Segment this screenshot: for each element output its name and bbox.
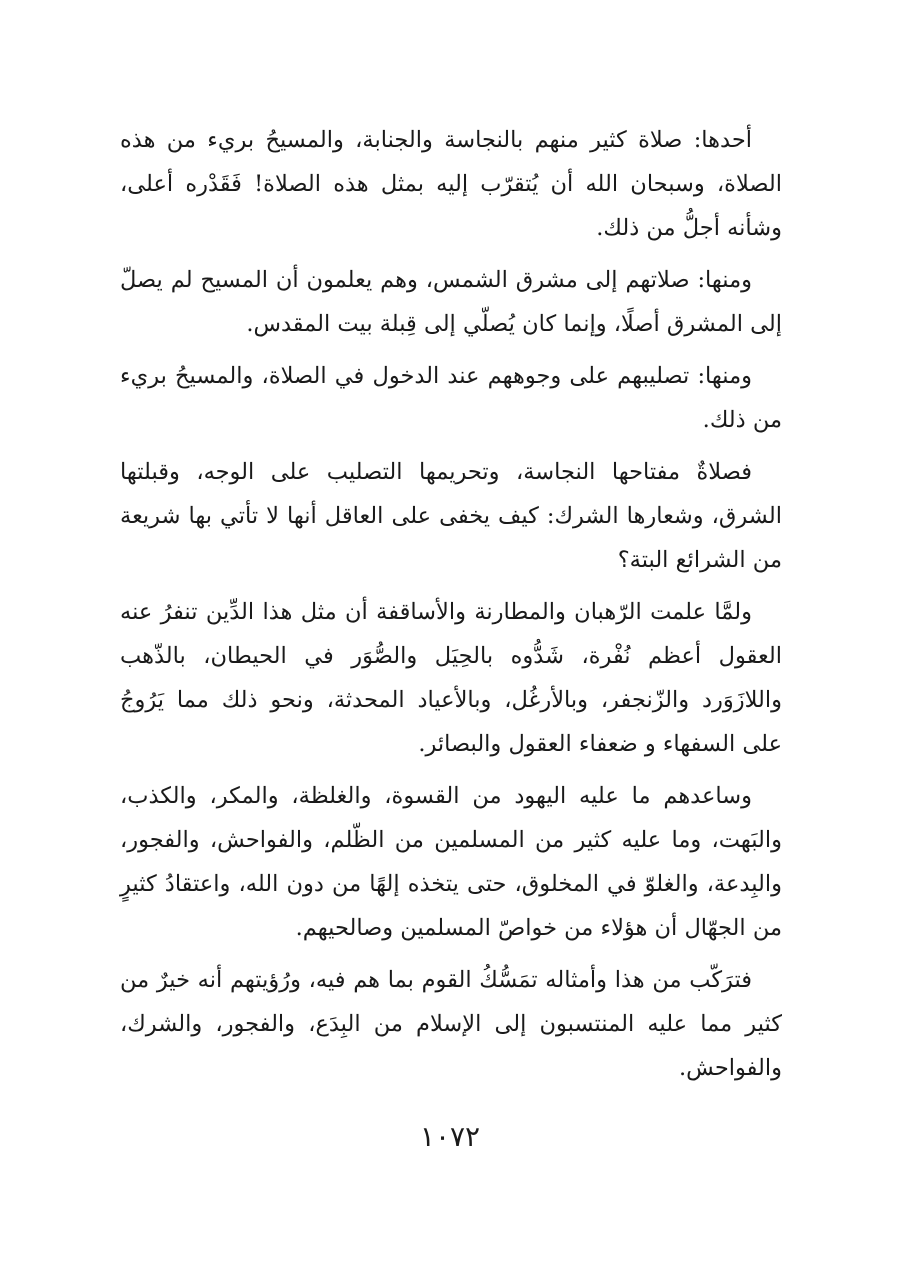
paragraph-4: فصلاةٌ مفتاحها النجاسة، وتحريمها التصليب على الوجه، وقبلتها الشرق، وشعارها الشرك: كيف يخفى على العاقل أنها لا تأتي بها شريعة من الشرائع البتة؟ — [120, 459, 782, 573]
paragraph-7: فترَكّب من هذا وأمثاله تمَسُّكُ القوم بما هم فيه، ورُؤيتهم أنه خيرٌ من كثير مما عليه المنتسبون إلى الإسلام من البِدَع، والفجور، والشرك، والفواحش. — [120, 967, 782, 1081]
paragraph-6: وساعدهم ما عليه اليهود من القسوة، والغلظة، والمكر، والكذب، والبَهت، وما عليه كثير من المسلمين من الظّلم، والفواحش، والفجور، والبِدعة، والغلوّ في المخلوق، حتى يتخذه إلهًا من دون الله، واعتقادُ كثيرٍ من الجهّال أن هؤلاء من خواصّ المسلمين وصالحيهم. — [120, 783, 782, 941]
body-text — [120, 118, 782, 1098]
paragraph-2: ومنها: صلاتهم إلى مشرق الشمس، وهم يعلمون أن المسيح لم يصلّ إلى المشرق أصلًا، وإنما كان يُصلّي إلى قِبلة بيت المقدس. — [120, 267, 782, 337]
paragraph-5: ولمَّا علمت الرّهبان والمطارنة والأساقفة أن مثل هذا الدِّين تنفرُ عنه العقول أعظم نُفْرة، شَدُّوه بالحِيَل والصُّوَر في الحيطان، بالذّهب واللازَوَرد والزّنجفر، وبالأرغُل، وبالأعياد المحدثة، ونحو ذلك مما يَرُوجُ على السفهاء و ضعفاء العقول والبصائر. — [120, 599, 782, 757]
paragraph-3: ومنها: تصليبهم على وجوههم عند الدخول في الصلاة، والمسيحُ بريء من ذلك. — [120, 363, 782, 433]
paragraph-1: أحدها: صلاة كثير منهم بالنجاسة والجنابة، والمسيحُ بريء من هذه الصلاة، وسبحان الله أن يُتقرّب إليه بمثل هذه الصلاة! فَقَدْره أعلى، وشأنه أجلُّ من ذلك. — [120, 127, 782, 241]
page-number: ١٠٧٢ — [419, 1120, 481, 1153]
